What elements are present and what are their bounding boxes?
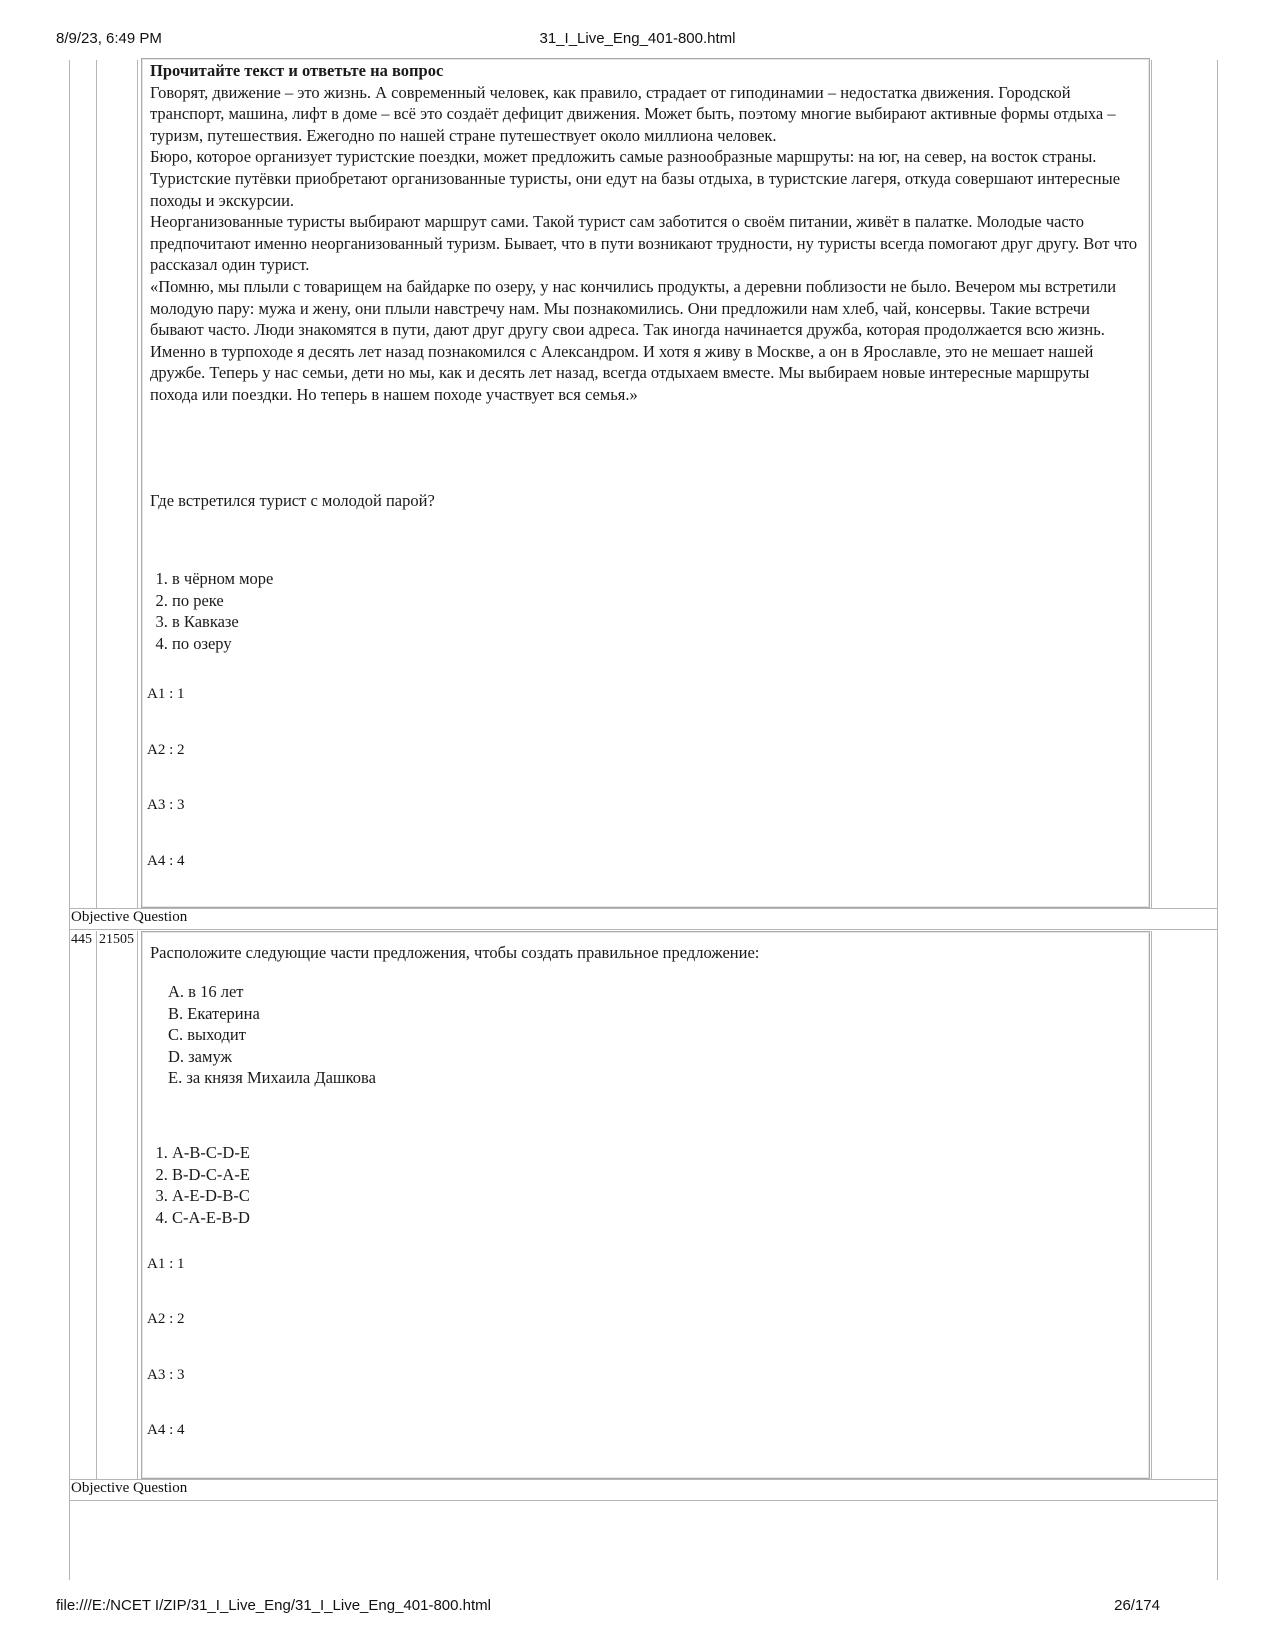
option-item: 3. A-E-D-B-C bbox=[172, 1185, 532, 1207]
option-item: 1. в чёрном море bbox=[172, 568, 532, 590]
answer-line: A3 : 3 bbox=[147, 1367, 185, 1383]
answer-line: A4 : 4 bbox=[147, 853, 185, 869]
answer-line: A1 : 1 bbox=[147, 1256, 185, 1272]
option-list bbox=[132, 1142, 532, 1228]
print-datetime: 8/9/23, 6:49 PM bbox=[56, 30, 162, 47]
sentence-part: B. Екатерина bbox=[168, 1003, 260, 1023]
question-table bbox=[69, 60, 1219, 1580]
option-list bbox=[132, 568, 532, 654]
question-number: 445 bbox=[71, 932, 92, 947]
passage-paragraph: «Помню, мы плыли с товарищем на байдарке по озеру, у нас кончились продукты, а деревни поблизости не было. Вечером мы встретили молодую пару: мужа и жену, они плыли навстречу нам. Мы познакомились. Они предложили нам хлеб, чай, консервы. Такие встречи бывают часто. Люди знакомятся в пути, дают друг другу свои адреса. Так иногда начинается дружба, которая продолжается всю жизнь. bbox=[150, 276, 1117, 340]
passage-paragraph: Говорят, движение – это жизнь. А современный человек, как правило, страдает от гиподинамии – недостатка движения. Городской транспорт, машина, лифт в доме – всё это создаёт дефицит движения. Может быть, поэтому многие выбирают активные формы отдыха – туризм, путешествия. Ежегодно по нашей стране путешествует около миллиона человек. bbox=[150, 82, 1116, 145]
sentence-part: A. в 16 лет bbox=[168, 982, 244, 1001]
sentence-part: E. за князя Михаила Дашкова bbox=[168, 1068, 376, 1088]
row-divider bbox=[69, 1500, 1217, 1501]
sentence-part: C. выходит bbox=[168, 1025, 246, 1045]
row-divider bbox=[69, 929, 1217, 930]
option-item: 1. A-B-C-D-E bbox=[172, 1142, 532, 1164]
question-title: Прочитайте текст и ответьте на вопрос bbox=[150, 61, 444, 80]
option-item: 4. по озеру bbox=[172, 633, 532, 655]
answer-line: A2 : 2 bbox=[147, 742, 185, 758]
row-divider bbox=[69, 1479, 1217, 1480]
question-type-label: Objective Question bbox=[71, 1480, 188, 1496]
page-number: 26/174 bbox=[1114, 1597, 1160, 1614]
option-item: 2. по реке bbox=[172, 590, 532, 612]
sentence-part: D. замуж bbox=[168, 1046, 232, 1066]
column-divider bbox=[1151, 931, 1152, 1479]
column-divider bbox=[96, 931, 97, 1479]
option-item: 2. B-D-C-A-E bbox=[172, 1164, 532, 1186]
passage-paragraph: Именно в турпоходе я десять лет назад познакомился с Александром. И хотя я живу в Москве, а он в Ярославле, это не мешает нашей дружбе. Теперь у нас семьи, дети но мы, как и десять лет назад, всегда отдыхаем вместе. Мы выбираем новые интересные маршруты похода или поездки. Но теперь в нашем походе участвует вся семья.» bbox=[150, 341, 1094, 404]
answer-line: A2 : 2 bbox=[147, 1311, 185, 1327]
column-divider bbox=[96, 60, 97, 908]
table-border-left bbox=[69, 60, 70, 1580]
column-divider bbox=[1151, 60, 1152, 908]
question-type-label: Objective Question bbox=[71, 909, 188, 925]
answer-line: A3 : 3 bbox=[147, 797, 185, 813]
answer-line: A4 : 4 bbox=[147, 1422, 185, 1438]
option-item: 4. C-A-E-B-D bbox=[172, 1207, 532, 1229]
question-id: 21505 bbox=[99, 932, 134, 947]
question-1-content bbox=[150, 60, 1140, 406]
answer-line: A1 : 1 bbox=[147, 686, 185, 702]
passage-paragraph: Бюро, которое организует туристские поездки, может предложить самые разнообразные маршруты: на юг, на север, на восток страны. Туристские путёвки приобретают организованные туристы, они едут на базы отдыха, в туристские лагеря, откуда совершают интересные походы и экскурсии. bbox=[150, 147, 1121, 210]
sentence-parts-list bbox=[148, 981, 748, 1089]
column-divider bbox=[137, 60, 138, 908]
option-item: 3. в Кавказе bbox=[172, 611, 532, 633]
passage-paragraph: Неорганизованные туристы выбирают маршрут сами. Такой турист сам заботится о своём питании, живёт в палатке. Молодые часто предпочитают именно неорганизованный туризм. Бывает, что в пути возникают трудности, ну туристы всегда помогают друг другу. Вот что рассказал один турист. bbox=[150, 212, 1138, 275]
question-text: Где встретился турист с молодой парой? bbox=[150, 491, 435, 510]
question-text: Расположите следующие части предложения, чтобы создать правильное предложение: bbox=[150, 943, 760, 962]
table-border-right bbox=[1217, 60, 1218, 1580]
file-path: file:///E:/NCET I/ZIP/31_I_Live_Eng/31_I_Live_Eng_401-800.html bbox=[56, 1597, 491, 1614]
document-title: 31_I_Live_Eng_401-800.html bbox=[539, 30, 736, 47]
row-divider bbox=[69, 908, 1217, 909]
